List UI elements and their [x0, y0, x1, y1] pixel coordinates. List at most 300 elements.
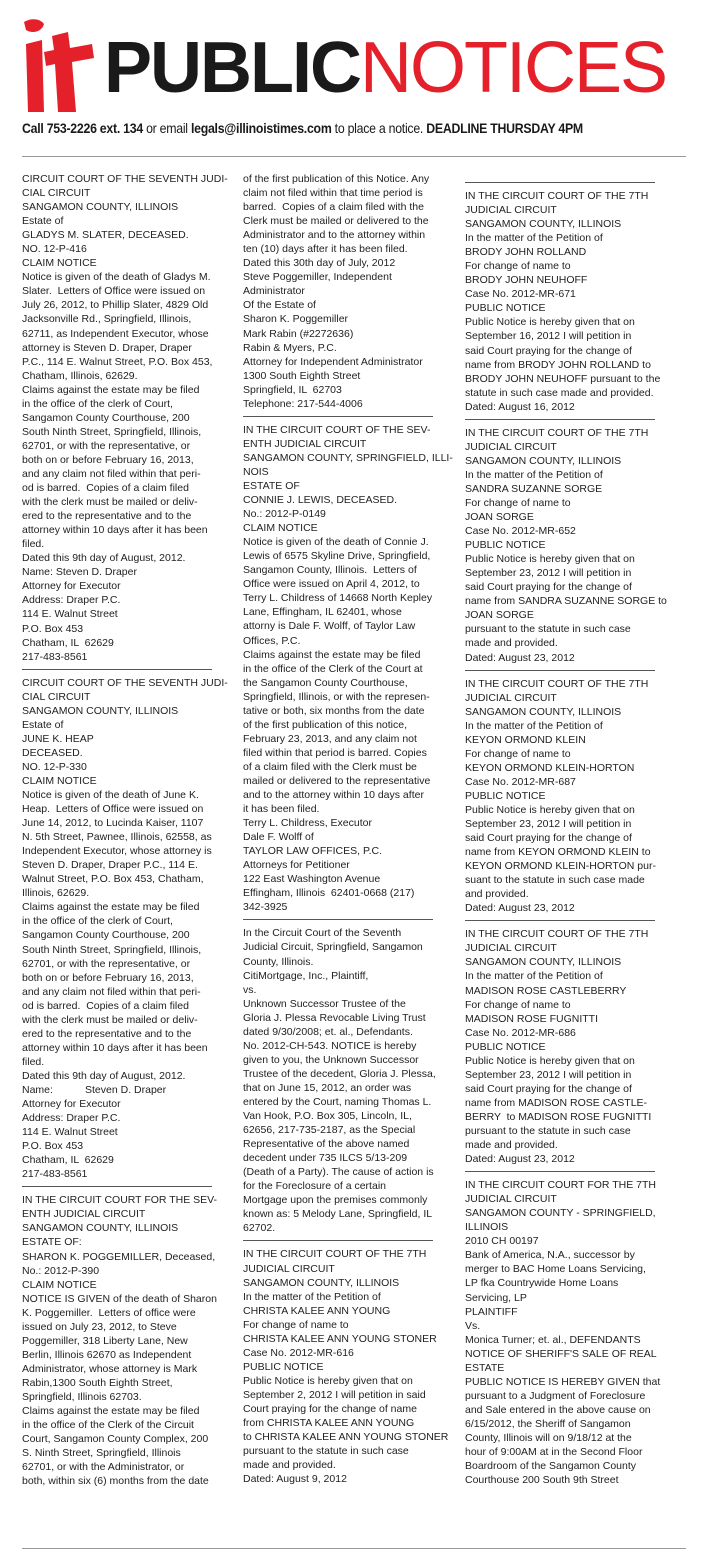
- notice-line: suant to the statute in such case made: [465, 874, 645, 887]
- notice-line: known as: 5 Melody Lane, Springfield, IL: [243, 1208, 433, 1221]
- notice-line: Slater. Letters of Office were issued on: [22, 285, 206, 298]
- notice-line: pursuant to the statute in such case: [465, 623, 631, 636]
- notice-line: Monica Turner; et. al., DEFENDANTS: [465, 1333, 641, 1346]
- notice-line: Dated this 30th day of July, 2012: [243, 257, 396, 270]
- notice-line: TAYLOR LAW OFFICES, P.C.: [243, 845, 383, 858]
- column-2: [243, 172, 453, 1486]
- notice-line: Bank of America, N.A., successor by: [465, 1249, 635, 1262]
- notice-line: For change of name to: [243, 1318, 349, 1331]
- notice-line: IN THE CIRCUIT COURT OF THE 7TH: [243, 1248, 427, 1261]
- legal-notice: [243, 423, 453, 915]
- notice-line: 217-483-8561: [22, 1168, 88, 1181]
- notice-line: Vs.: [465, 1319, 481, 1332]
- notice-line: No.: 2012-P-0149: [243, 508, 326, 521]
- notice-line: Dale F. Wolff of: [243, 831, 314, 844]
- notice-line: CLAIM NOTICE: [22, 774, 97, 787]
- notice-line: SANGAMON COUNTY, SPRINGFIELD, ILLI-: [243, 451, 453, 464]
- notice-line: Berlin, Illinois 62670 as Independent: [22, 1348, 192, 1361]
- notice-line: Rabin & Myers, P.C.: [243, 341, 337, 354]
- notice-line: Jacksonville Rd., Springfield, Illinois,: [22, 313, 192, 326]
- notice-line: filed.: [22, 538, 45, 551]
- notice-line: said Court praying for the change of: [465, 1082, 632, 1095]
- notice-line: PUBLIC NOTICE: [243, 1360, 324, 1373]
- notice-line: Sangamon County, Illinois. Letters of: [243, 564, 417, 577]
- notice-line: SANGAMON COUNTY, ILLINOIS: [22, 704, 179, 717]
- notice-line: Steve Poggemiller, Independent: [243, 271, 392, 284]
- notice-line: In the matter of the Petition of: [465, 719, 603, 732]
- notice-line: Chatham, IL 62629: [22, 636, 114, 649]
- notice-line: In the matter of the Petition of: [243, 1290, 381, 1303]
- notice-line: Servicing, LP: [465, 1291, 527, 1304]
- page-title: [104, 28, 666, 108]
- notice-line: merger to BAC Home Loans Servicing,: [465, 1263, 646, 1276]
- notice-line: Telephone: 217-544-4006: [243, 397, 363, 410]
- notice-line: CLAIM NOTICE: [22, 1278, 97, 1291]
- notice-line: In the matter of the Petition of: [465, 468, 603, 481]
- notice-line: filed within that period is barred. Copies: [243, 746, 427, 759]
- notice-line: Public Notice is hereby given that on: [465, 803, 635, 816]
- notice-line: mailed or delivered to the representative: [243, 774, 431, 787]
- notice-line: Dated: August 9, 2012: [243, 1473, 347, 1486]
- notice-line: claim not filed within that time period is: [243, 187, 423, 200]
- notice-line: Unknown Successor Trustee of the: [243, 997, 406, 1010]
- notice-divider: [22, 669, 212, 670]
- notice-line: of the first publication of this Notice. Any: [243, 173, 430, 185]
- notice-line: CONNIE J. LEWIS, DECEASED.: [243, 494, 398, 507]
- notice-divider: [465, 920, 655, 921]
- notice-line: Administrator: [243, 285, 305, 298]
- contact-email: legals@illinoistimes.com: [190, 120, 332, 136]
- legal-notice: [465, 426, 667, 665]
- notice-line: JOAN SORGE: [465, 609, 534, 622]
- notice-line: CIAL CIRCUIT: [22, 690, 91, 703]
- notice-line: 1300 South Eighth Street: [243, 369, 361, 382]
- notice-line: both on or before February 16, 2013,: [22, 453, 194, 466]
- notice-line: DECEASED.: [22, 746, 83, 759]
- notice-line: CitiMortgage, Inc., Plaintiff,: [243, 969, 369, 982]
- notice-divider: [243, 416, 433, 417]
- notice-line: IN THE CIRCUIT COURT FOR THE SEV-: [22, 1194, 218, 1207]
- notice-line: September 23, 2012 I will petition in: [465, 818, 632, 831]
- notice-line: Sharon K. Poggemiller: [243, 313, 349, 326]
- notice-line: ered to the representative and to the: [22, 510, 192, 523]
- notice-line: issued on July 23, 2012, to Steve: [22, 1320, 177, 1333]
- notice-line: Independent Executor, whose attorney is: [22, 845, 212, 858]
- notice-line: in the office of the clerk of Court,: [22, 397, 173, 410]
- notice-line: Court praying for the change of name: [243, 1402, 417, 1415]
- notice-divider: [465, 1171, 655, 1172]
- notice-line: of a claim filed with the Clerk must be: [243, 760, 417, 773]
- notice-line: S. Ninth Street, Springfield, Illinois: [22, 1447, 181, 1460]
- notice-line: hour of 9:00AM at in the Second Floor: [465, 1446, 643, 1459]
- notice-line: Estate of: [22, 215, 64, 228]
- notice-line: and provided.: [465, 888, 529, 901]
- notice-line: and any claim not filed within that peri-: [22, 985, 201, 998]
- notice-line: JUNE K. HEAP: [22, 732, 94, 745]
- notice-line: Claims against the estate may be filed: [22, 1405, 200, 1418]
- notice-line: JUDICIAL CIRCUIT: [465, 440, 557, 453]
- notice-line: P.O. Box 453: [22, 622, 84, 635]
- notice-line: in the office of the Clerk of the Circuit: [22, 1419, 194, 1432]
- notice-line: Poggemiller, 318 Liberty Lane, New: [22, 1334, 188, 1347]
- notice-line: in the office of the clerk of Court,: [22, 915, 173, 928]
- notice-line: IN THE CIRCUIT COURT OF THE 7TH: [465, 677, 649, 690]
- notice-line: Case No. 2012-MR-687: [465, 775, 576, 788]
- title-notices: NOTICES: [360, 28, 667, 108]
- notice-line: decedent under 735 ILCS 5/13-209: [243, 1152, 408, 1165]
- notice-line: to CHRISTA KALEE ANN YOUNG STONER: [243, 1431, 449, 1444]
- notice-line: Springfield, Illinois, or with the represen-: [243, 690, 430, 703]
- masthead: [0, 0, 708, 150]
- notice-line: JOAN SORGE: [465, 511, 534, 524]
- footer-divider: [22, 1548, 686, 1549]
- notice-line: ered to the representative and to the: [22, 1027, 192, 1040]
- notice-line: 6/15/2012, the Sheriff of Sangamon: [465, 1417, 631, 1430]
- notice-line: Chatham, Illinois, 62629.: [22, 369, 138, 382]
- notice-line: Attorney for Independent Administrator: [243, 355, 423, 368]
- notice-line: P.C., 114 E. Walnut Street, P.O. Box 453,: [22, 355, 213, 368]
- notice-line: BRODY JOHN NEUHOFF pursuant to the: [465, 372, 661, 385]
- notice-line: with the clerk must be mailed or deliv-: [22, 1013, 198, 1026]
- notice-line: Public Notice is hereby given that on: [243, 1374, 413, 1387]
- notice-line: Address: Draper P.C.: [22, 1112, 121, 1125]
- notice-line: vs.: [243, 983, 257, 996]
- notice-line: PUBLIC NOTICE: [465, 789, 546, 802]
- notice-line: 62702.: [243, 1222, 276, 1235]
- notice-line: Gloria J. Plessa Revocable Living Trust: [243, 1011, 426, 1024]
- notice-line: with the clerk must be mailed or deliv-: [22, 496, 198, 509]
- notice-line: In the matter of the Petition of: [465, 232, 603, 245]
- notice-line: CIRCUIT COURT OF THE SEVENTH JUDI-: [22, 173, 228, 185]
- notice-line: MADISON ROSE CASTLEBERRY: [465, 984, 627, 997]
- legal-notice: [465, 927, 655, 1166]
- notice-line: JUDICIAL CIRCUIT: [465, 1193, 557, 1206]
- notice-divider: [465, 670, 655, 671]
- contact-deadline: DEADLINE THURSDAY 4PM: [426, 120, 583, 136]
- notice-line: 114 E. Walnut Street: [22, 1126, 118, 1139]
- notice-line: (Death of a Party). The cause of action is: [243, 1166, 434, 1179]
- notice-line: Public Notice is hereby given that on: [465, 1054, 635, 1067]
- notice-line: od is barred. Copies of a claim filed: [22, 999, 189, 1012]
- notice-line: entered by the Court, naming Thomas L.: [243, 1096, 432, 1108]
- notice-divider: [243, 1240, 433, 1241]
- notice-line: made and provided.: [465, 1139, 558, 1152]
- notice-line: SANGAMON COUNTY, ILLINOIS: [465, 956, 622, 969]
- notice-line: 342-3925: [243, 901, 288, 914]
- notice-line: 62701, or with the representative, or: [22, 439, 191, 452]
- notice-line: ILLINOIS: [465, 1221, 509, 1234]
- notice-line: Administrator and to the attorney within: [243, 229, 426, 242]
- notice-line: CHRISTA KALEE ANN YOUNG STONER: [243, 1332, 437, 1345]
- notice-line: Clerk must be mailed or delivered to the: [243, 215, 429, 228]
- notice-line: Claims against the estate may be filed: [22, 383, 200, 396]
- notice-line: CLAIM NOTICE: [243, 522, 318, 535]
- legal-notice: [22, 172, 228, 664]
- notice-line: 217-483-8561: [22, 650, 88, 663]
- notice-line: Mortgage upon the premises commonly: [243, 1194, 428, 1207]
- notice-line: both on or before February 16, 2013,: [22, 971, 194, 984]
- notice-line: Name: Steven D. Draper: [22, 566, 137, 579]
- notice-divider: [465, 419, 655, 420]
- notice-line: September 2, 2012 I will petition in said: [243, 1388, 426, 1401]
- notice-line: SANGAMON COUNTY, ILLINOIS: [243, 1276, 400, 1289]
- notice-line: Notice is given of the death of June K.: [22, 789, 199, 802]
- notice-line: of the first publication of this notice,: [243, 718, 408, 731]
- notice-line: Springfield, IL 62703: [243, 383, 342, 396]
- notice-line: September 23, 2012 I will petition in: [465, 1068, 632, 1081]
- notice-line: Boardroom of the Sangamon County: [465, 1460, 637, 1473]
- notice-line: Courthouse 200 South 9th Street: [465, 1474, 619, 1487]
- notice-line: made and provided.: [243, 1459, 336, 1472]
- notice-line: Dated: August 16, 2012: [465, 400, 575, 413]
- notice-line: Lewis of 6575 Skyline Drive, Springfield,: [243, 550, 431, 563]
- notice-line: Claims against the estate may be filed: [22, 901, 200, 914]
- notice-line: ENTH JUDICIAL CIRCUIT: [243, 437, 367, 450]
- notice-line: PUBLIC NOTICE: [465, 539, 546, 552]
- notice-line: Mark Rabin (#2272636): [243, 327, 354, 340]
- notice-line: PUBLIC NOTICE: [465, 1040, 546, 1053]
- notice-line: February 23, 2013, and any claim not: [243, 732, 417, 745]
- notice-line: SANGAMON COUNTY - SPRINGFIELD,: [465, 1207, 656, 1220]
- notice-line: NOIS: [243, 465, 269, 478]
- notice-line: name from BRODY JOHN ROLLAND to: [465, 358, 651, 371]
- notice-line: KEYON ORMOND KLEIN: [465, 733, 586, 746]
- notice-line: NOTICE IS GIVEN of the death of Sharon: [22, 1292, 217, 1305]
- notice-line: and to the attorney within 10 days after: [243, 789, 424, 802]
- notice-line: it has been filed.: [243, 803, 320, 816]
- notice-line: Dated: August 23, 2012: [465, 1153, 575, 1166]
- notice-line: said Court praying for the change of: [465, 832, 632, 845]
- notice-line: 62711, as Independent Executor, whose: [22, 327, 209, 340]
- notice-line: KEYON ORMOND KLEIN-HORTON pur-: [465, 860, 656, 873]
- notice-line: and any claim not filed within that peri-: [22, 467, 201, 480]
- notice-line: Walnut Street, P.O. Box 453, Chatham,: [22, 873, 204, 886]
- title-public: PUBLIC: [104, 28, 360, 108]
- notice-line: For change of name to: [465, 496, 571, 509]
- header-divider: [22, 156, 686, 157]
- notice-line: IN THE CIRCUIT COURT OF THE 7TH: [465, 190, 649, 202]
- notice-line: County, Illinois.: [243, 955, 314, 968]
- notice-line: SANGAMON COUNTY, ILLINOIS: [465, 218, 622, 231]
- notice-line: 2010 CH 00197: [465, 1235, 539, 1248]
- notice-line: 62701, or with the representative, or: [22, 957, 191, 970]
- notice-line: Claims against the estate may be filed: [243, 648, 421, 661]
- notice-line: Terry L. Childress, Executor: [243, 817, 372, 830]
- notice-line: in the office of the Clerk of the Court at: [243, 662, 423, 675]
- notice-line: 114 E. Walnut Street: [22, 608, 118, 621]
- notice-line: Terry L. Childress of 14668 North Kepley: [243, 592, 433, 605]
- legal-notice: [465, 189, 661, 414]
- notice-line: JUDICIAL CIRCUIT: [243, 1262, 335, 1275]
- notice-line: barred. Copies of a claim filed with the: [243, 201, 424, 214]
- notice-line: Administrator, whose attorney is Mark: [22, 1362, 198, 1375]
- notice-line: Of the Estate of: [243, 299, 316, 312]
- notice-line: July 26, 2012, to Phillip Slater, 4829 Old: [22, 299, 209, 312]
- notice-line: 62701, or with the Administrator, or: [22, 1461, 185, 1474]
- notice-line: CIRCUIT COURT OF THE SEVENTH JUDI-: [22, 676, 228, 689]
- legal-notice: [243, 926, 436, 1235]
- notice-line: SANGAMON COUNTY, ILLINOIS: [465, 454, 622, 467]
- notice-line: CLAIM NOTICE: [22, 257, 97, 270]
- notice-divider: [243, 919, 433, 920]
- legal-notice: [22, 1193, 218, 1488]
- notice-line: said Court praying for the change of: [465, 581, 632, 594]
- notice-line: CHRISTA KALEE ANN YOUNG: [243, 1304, 391, 1317]
- illinois-times-logo-icon: [22, 18, 104, 113]
- notice-line: Van Hook, P.O. Box 305, Lincoln, IL,: [243, 1110, 412, 1123]
- legal-notice: [243, 1247, 449, 1486]
- notice-line: Heap. Letters of Office were issued on: [22, 803, 204, 816]
- notice-line: 122 East Washington Avenue: [243, 873, 381, 886]
- notice-line: PUBLIC NOTICE IS HEREBY GIVEN that: [465, 1375, 661, 1388]
- notice-line: Office were issued on April 4, 2012, to: [243, 578, 420, 591]
- notice-line: given to you, the Unknown Successor: [243, 1053, 419, 1066]
- notice-line: For change of name to: [465, 747, 571, 760]
- column-3: [465, 172, 667, 1487]
- notice-line: In the Circuit Court of the Seventh: [243, 927, 402, 940]
- notice-line: name from KEYON ORMOND KLEIN to: [465, 846, 651, 859]
- notice-line: the Sangamon County Courthouse,: [243, 676, 408, 689]
- notice-line: pursuant to a Judgment of Foreclosure: [465, 1389, 646, 1402]
- notice-line: attorny is Dale F. Wolff, of Taylor Law: [243, 620, 416, 633]
- notice-line: pursuant to the statute in such case: [243, 1445, 409, 1458]
- contact-line: [22, 120, 583, 136]
- notice-line: said Court praying for the change of: [465, 344, 632, 357]
- notice-line: Attorneys for Petitioner: [243, 859, 350, 872]
- notice-line: South Ninth Street, Springfield, Illinois,: [22, 943, 202, 956]
- notice-line: Notice is given of the death of Connie J.: [243, 536, 429, 549]
- notice-line: September 16, 2012 I will petition in: [465, 330, 632, 343]
- notice-line: Name: Steven D. Draper: [22, 1084, 167, 1096]
- column-1: [22, 172, 228, 1488]
- notice-line: ESTATE OF:: [22, 1236, 82, 1249]
- notice-line: N. 5th Street, Pawnee, Illinois, 62558, as: [22, 831, 212, 844]
- notice-line: No.: 2012-P-390: [22, 1264, 100, 1277]
- legal-notice: [465, 677, 655, 916]
- notice-divider: [465, 182, 655, 183]
- notice-line: Dated: August 23, 2012: [465, 902, 575, 915]
- notice-line: both, within six (6) months from the date: [22, 1475, 209, 1488]
- notice-line: In the matter of the Petition of: [465, 970, 603, 983]
- notice-line: Sangamon County Courthouse, 200: [22, 929, 190, 942]
- notice-line: ENTH JUDICIAL CIRCUIT: [22, 1208, 146, 1221]
- notice-line: Attorney for Executor: [22, 580, 121, 593]
- notice-line: Estate of: [22, 718, 64, 731]
- notice-line: Lane, Effingham, IL 62401, whose: [243, 606, 402, 619]
- notice-line: Rabin,1300 South Eighth Street,: [22, 1376, 173, 1389]
- notice-line: Public Notice is hereby given that on: [465, 553, 635, 566]
- notice-line: ESTATE: [465, 1361, 505, 1374]
- notice-line: Public Notice is hereby given that on: [465, 316, 635, 329]
- notice-line: name from MADISON ROSE CASTLE-: [465, 1096, 648, 1109]
- notice-line: that on June 15, 2012, an order was: [243, 1081, 412, 1094]
- notice-line: statute in such case made and provided.: [465, 386, 654, 399]
- notice-line: Trustee of the decedent, Gloria J. Plessa,: [243, 1067, 436, 1080]
- notice-line: Dated this 9th day of August, 2012.: [22, 552, 186, 565]
- notice-line: pursuant to the statute in such case: [465, 1125, 631, 1137]
- notice-line: Case No. 2012-MR-686: [465, 1026, 576, 1039]
- notice-line: IN THE CIRCUIT COURT OF THE SEV-: [243, 423, 431, 436]
- notice-line: Judicial Circuit, Springfield, Sangamon: [243, 941, 423, 954]
- notice-line: GLADYS M. SLATER, DECEASED.: [22, 229, 189, 242]
- notice-line: 62656, 217-735-2187, as the Special: [243, 1124, 416, 1137]
- notice-line: tative or both, six months from the date: [243, 704, 425, 717]
- notice-line: Chatham, IL 62629: [22, 1154, 114, 1167]
- notice-line: BRODY JOHN ROLLAND: [465, 246, 587, 259]
- notice-line: od is barred. Copies of a claim filed: [22, 482, 189, 495]
- notice-line: September 23, 2012 I will petition in: [465, 567, 632, 580]
- notice-line: Representative of the above named: [243, 1138, 410, 1151]
- notice-line: IN THE CIRCUIT COURT OF THE 7TH: [465, 928, 649, 941]
- notice-line: BERRY to MADISON ROSE FUGNITTI: [465, 1110, 652, 1123]
- notice-line: Dated this 9th day of August, 2012.: [22, 1069, 186, 1082]
- notice-line: SANDRA SUZANNE SORGE: [465, 482, 603, 495]
- notice-line: For change of name to: [465, 998, 571, 1011]
- notice-line: LP fka Countrywide Home Loans: [465, 1277, 619, 1290]
- notice-line: Case No. 2012-MR-652: [465, 525, 576, 538]
- notice-divider: [22, 1186, 212, 1187]
- notice-line: SHARON K. POGGEMILLER, Deceased,: [22, 1250, 216, 1263]
- notice-line: Dated: August 23, 2012: [465, 651, 575, 664]
- notice-line: June 14, 2012, to Lucinda Kaiser, 1107: [22, 817, 204, 830]
- notice-line: for the Foreclosure of a certain: [243, 1180, 386, 1193]
- notice-line: NOTICE OF SHERIFF'S SALE OF REAL: [465, 1347, 657, 1360]
- notice-line: JUDICIAL CIRCUIT: [465, 204, 557, 217]
- notice-line: No. 2012-CH-543. NOTICE is hereby: [243, 1039, 417, 1052]
- notice-line: SANGAMON COUNTY, ILLINOIS: [465, 705, 622, 718]
- notice-line: name from SANDRA SUZANNE SORGE to: [465, 595, 667, 608]
- notice-line: Effingham, Illinois 62401-0668 (217): [243, 887, 415, 900]
- notice-line: Offices, P.C.: [243, 634, 301, 647]
- notice-line: Attorney for Executor: [22, 1098, 121, 1111]
- notice-line: Case No. 2012-MR-671: [465, 288, 576, 301]
- notice-line: NO. 12-P-416: [22, 243, 87, 256]
- contact-or-email: or email: [142, 120, 191, 136]
- notice-line: Illinois, 62629.: [22, 887, 90, 900]
- notice-line: CIAL CIRCUIT: [22, 187, 91, 200]
- notice-line: IN THE CIRCUIT COURT FOR THE 7TH: [465, 1179, 656, 1192]
- notice-line: JUDICIAL CIRCUIT: [465, 691, 557, 704]
- notice-line: JUDICIAL CIRCUIT: [465, 942, 557, 955]
- notice-line: Steven D. Draper, Draper P.C., 114 E.: [22, 859, 198, 872]
- notice-line: KEYON ORMOND KLEIN-HORTON: [465, 761, 635, 774]
- notice-line: Springfield, Illinois 62703.: [22, 1390, 142, 1403]
- notice-line: made and provided.: [465, 637, 558, 650]
- notice-line: MADISON ROSE FUGNITTI: [465, 1012, 599, 1025]
- contact-to-place: to place a notice.: [331, 120, 427, 136]
- notice-line: ESTATE OF: [243, 479, 300, 492]
- legal-notice: [243, 172, 433, 411]
- notice-line: SANGAMON COUNTY, ILLINOIS: [22, 201, 179, 214]
- notice-line: IN THE CIRCUIT COURT OF THE 7TH: [465, 426, 649, 439]
- legal-notice: [465, 1178, 661, 1487]
- contact-phone: Call 753-2226 ext. 134: [22, 120, 143, 136]
- notice-line: and Sale entered in the above cause on: [465, 1403, 651, 1416]
- notice-line: Court, Sangamon County Complex, 200: [22, 1433, 209, 1446]
- legal-notice: [22, 676, 228, 1182]
- notice-line: County, Illinois will on 9/18/12 at the: [465, 1431, 632, 1444]
- notice-line: K. Poggemiller. Letters of office were: [22, 1306, 196, 1319]
- notice-line: BRODY JOHN NEUHOFF: [465, 274, 588, 287]
- notice-line: Address: Draper P.C.: [22, 594, 121, 607]
- notice-line: Notice is given of the death of Gladys M.: [22, 271, 211, 284]
- notice-line: NO. 12-P-330: [22, 760, 87, 773]
- notice-line: attorney within 10 days after it has been: [22, 524, 208, 537]
- notice-line: attorney within 10 days after it has been: [22, 1041, 208, 1054]
- notice-line: SANGAMON COUNTY, ILLINOIS: [22, 1222, 179, 1235]
- notice-line: filed.: [22, 1055, 45, 1068]
- notice-line: Sangamon County Courthouse, 200: [22, 411, 190, 424]
